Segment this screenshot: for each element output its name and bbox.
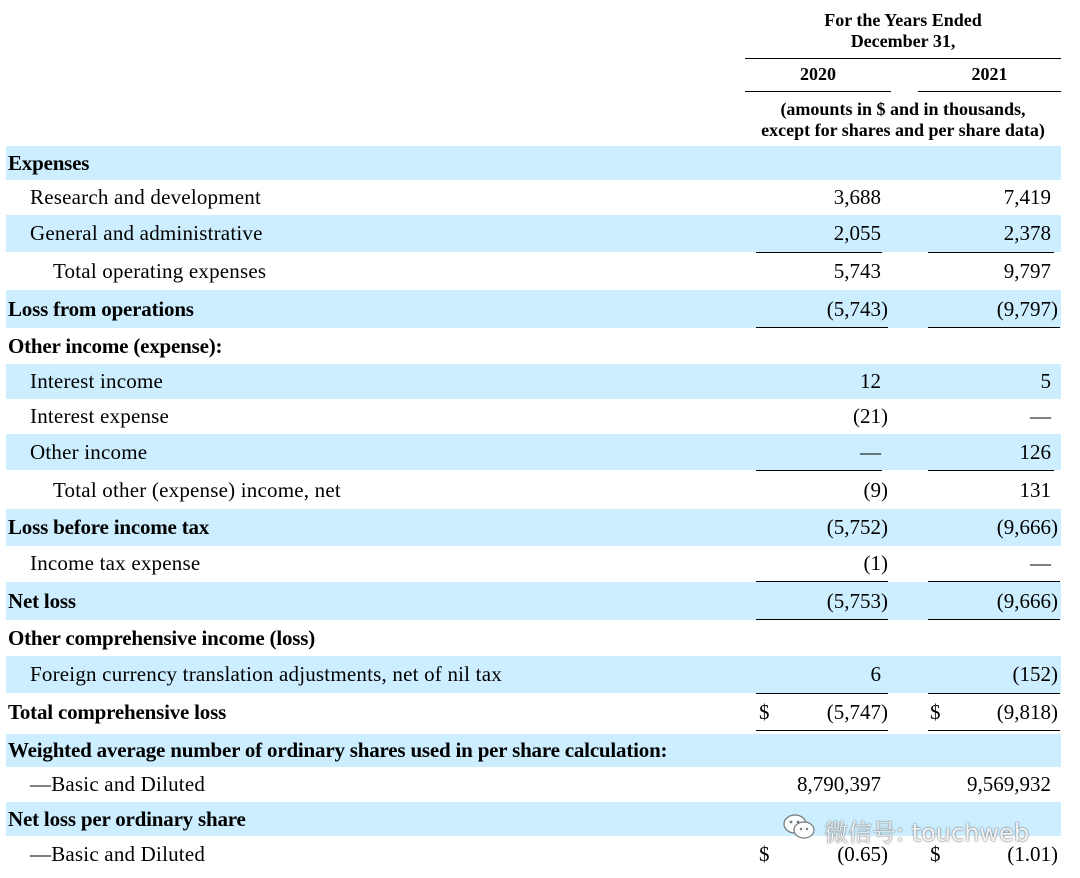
row-weighted-avg-shares <box>6 734 1061 767</box>
value-2020: 8,790,397 <box>797 772 881 796</box>
wechat-icon <box>782 813 816 847</box>
row-general-administrative <box>6 215 1061 252</box>
units-note-line2: except for shares and per share data) <box>761 120 1045 140</box>
value-2021: (9,666) <box>996 588 1058 613</box>
value-2021: (9,797) <box>996 296 1058 321</box>
year-2020-header: 2020 <box>800 64 836 84</box>
period-title-line1: For the Years Ended <box>824 10 982 30</box>
row-label: —Basic and Diluted <box>30 772 206 796</box>
row-interest-income <box>6 364 1061 399</box>
row-net-loss <box>6 582 1061 620</box>
value-2020: (1) <box>863 551 888 575</box>
value-2021: 131 <box>1019 477 1051 502</box>
row-income-tax-expense <box>6 546 1061 581</box>
row-research-development <box>6 180 1061 215</box>
row-other-income <box>6 434 1061 470</box>
row-label: Loss before income tax <box>8 515 210 539</box>
value-2021: (1.01) <box>1007 841 1058 866</box>
value-2020: 2,055 <box>833 221 881 245</box>
row-label: Total comprehensive loss <box>8 699 227 724</box>
value-2021: (9,666) <box>996 515 1058 539</box>
units-note-line1: (amounts in $ and in thousands, <box>780 99 1026 119</box>
currency-2020: $ <box>759 841 770 866</box>
row-other-comprehensive <box>6 620 1061 656</box>
row-label: Interest income <box>30 369 164 393</box>
row-shares-basic-diluted <box>6 767 1061 802</box>
currency-2020: $ <box>759 699 770 724</box>
row-label: Research and development <box>30 185 262 209</box>
value-2021: 2,378 <box>1003 221 1051 245</box>
value-2021: 126 <box>1019 439 1051 464</box>
row-label: Interest expense <box>30 404 170 428</box>
value-2020: (21) <box>853 404 888 428</box>
value-2020: 12 <box>860 369 881 393</box>
row-label: Income tax expense <box>30 551 201 575</box>
period-title-underline <box>745 58 1061 59</box>
row-label: Expenses <box>8 150 90 175</box>
row-label: —Basic and Diluted <box>30 841 206 866</box>
value-2021: 5 <box>1040 369 1051 393</box>
row-label: Weighted average number of ordinary shares used in per share calculation: <box>8 738 668 762</box>
value-2021: — <box>1030 404 1051 428</box>
row-total-comprehensive-loss <box>6 694 1061 730</box>
row-label: Total other (expense) income, net <box>53 477 341 502</box>
row-expenses <box>6 146 1061 180</box>
value-2021: 9,569,932 <box>967 772 1051 796</box>
row-label: Net loss <box>8 588 76 613</box>
row-other-income-expense <box>6 328 1061 364</box>
row-label: General and administrative <box>30 221 263 245</box>
value-2020: — <box>860 439 881 464</box>
row-label: Loss from operations <box>8 296 194 321</box>
value-2021: 9,797 <box>1003 259 1051 283</box>
row-label: Other income (expense): <box>8 333 223 358</box>
period-title <box>745 10 1061 52</box>
year-2021-underline <box>918 91 1061 92</box>
value-2020: (5,747) <box>826 699 888 724</box>
value-2020: (9) <box>863 477 888 502</box>
row-loss-before-tax <box>6 509 1061 546</box>
year-2021-header: 2021 <box>971 64 1008 84</box>
row-loss-from-operations <box>6 290 1061 328</box>
value-2020: 6 <box>870 662 881 686</box>
value-2020: 5,743 <box>833 259 881 283</box>
watermark <box>782 812 1052 848</box>
units-note <box>745 99 1061 141</box>
row-total-operating-expenses <box>6 253 1061 290</box>
value-2020: 3,688 <box>833 185 881 209</box>
row-label: Other income <box>30 439 148 464</box>
watermark-text: 微信号: touchweb <box>824 818 1030 847</box>
value-2021: (152) <box>1012 662 1058 686</box>
row-total-other-income <box>6 471 1061 509</box>
value-2021: (9,818) <box>996 699 1058 724</box>
value-2020: (5,753) <box>826 588 888 613</box>
value-2020: (5,743) <box>826 296 888 321</box>
year-2020-underline <box>745 91 891 92</box>
row-label: Total operating expenses <box>53 259 267 283</box>
value-2021: — <box>1030 551 1051 575</box>
row-label: Net loss per ordinary share <box>8 806 246 831</box>
currency-2021: $ <box>930 699 941 724</box>
row-fx-translation <box>6 656 1061 693</box>
row-interest-expense <box>6 399 1061 434</box>
value-2021: 7,419 <box>1003 185 1051 209</box>
row-label: Other comprehensive income (loss) <box>8 625 315 650</box>
value-2020: (0.65) <box>837 841 888 866</box>
value-2020: (5,752) <box>826 515 888 539</box>
currency-2021: $ <box>930 841 941 866</box>
period-title-line2: December 31, <box>850 31 956 51</box>
row-label: Foreign currency translation adjustments, net of nil tax <box>30 662 502 686</box>
